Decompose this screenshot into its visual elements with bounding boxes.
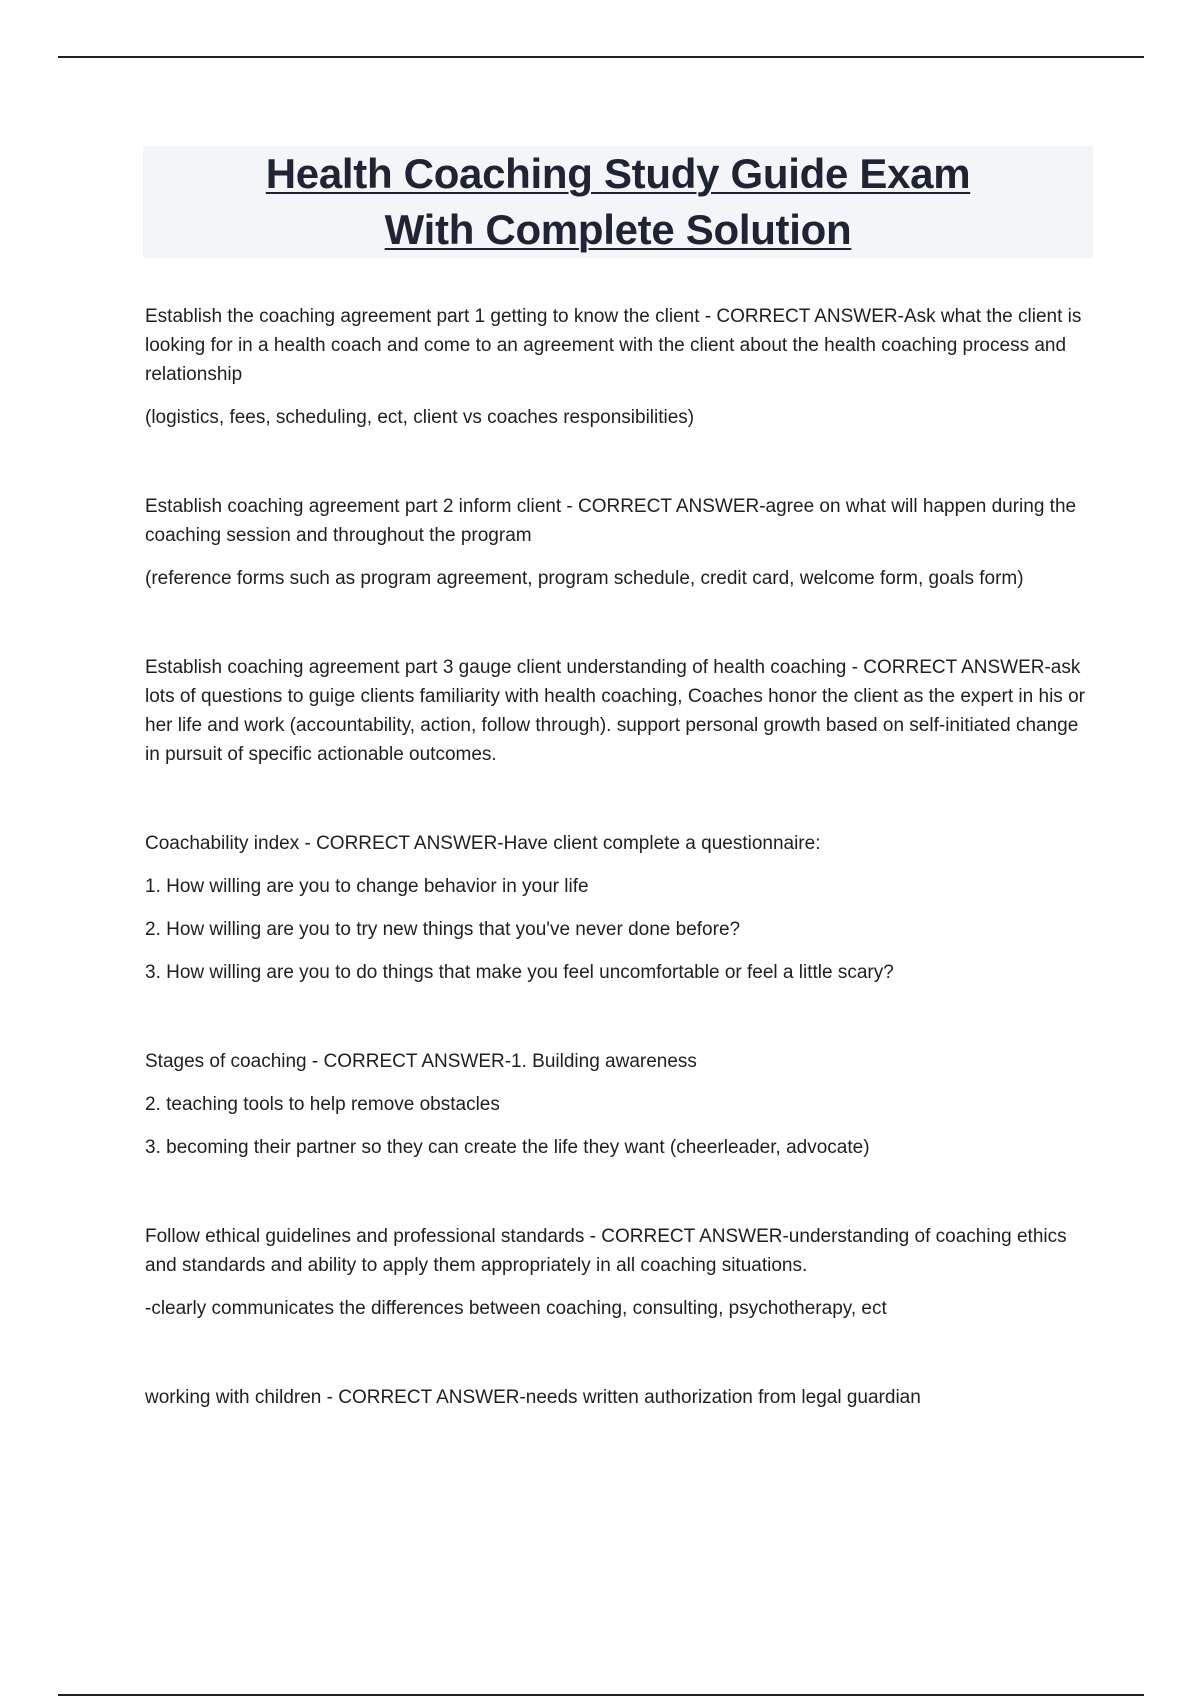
qa-paragraph: (reference forms such as program agreement, program schedule, credit card, welcome form, goals form)	[145, 568, 1024, 589]
qa-entry	[145, 302, 1095, 432]
qa-entry	[145, 1383, 1095, 1412]
qa-paragraph: 1. How willing are you to change behavior in your life	[145, 876, 589, 897]
qa-paragraph: 3. How willing are you to do things that make you feel uncomfortable or feel a little scary?	[145, 962, 894, 983]
title-line-1: Health Coaching Study Guide Exam	[265, 150, 971, 197]
document-title	[143, 146, 1093, 258]
qa-entry	[145, 653, 1095, 769]
qa-paragraph: (logistics, fees, scheduling, ect, client vs coaches responsibilities)	[145, 407, 695, 428]
qa-entry	[145, 492, 1095, 593]
qa-paragraph: -clearly communicates the differences between coaching, consulting, psychotherapy, ect	[145, 1298, 887, 1319]
qa-entry	[145, 1047, 1095, 1162]
qa-paragraph: Establish coaching agreement part 3 gauge client understanding of health coaching - CORRECT ANSWER-ask lots of questions to guige clients familiarity with health coaching, Coaches honor the client as the expert in his or her life and work (accountability, action, follow through). support personal growth based on self-initiated change in pursuit of specific actionable outcomes.	[145, 657, 1085, 765]
qa-paragraph: Establish coaching agreement part 2 inform client - CORRECT ANSWER-agree on what will happen during the coaching session and throughout the program	[145, 496, 1077, 546]
qa-paragraph: Stages of coaching - CORRECT ANSWER-1. Building awareness	[145, 1051, 697, 1072]
qa-paragraph: Follow ethical guidelines and professional standards - CORRECT ANSWER-understanding of coaching ethics and standards and ability to apply them appropriately in all coaching situations.	[145, 1226, 1067, 1276]
qa-paragraph: working with children - CORRECT ANSWER-needs written authorization from legal guardian	[145, 1387, 921, 1408]
title-line-2: With Complete Solution	[384, 206, 852, 253]
qa-paragraph: Coachability index - CORRECT ANSWER-Have client complete a questionnaire:	[145, 833, 821, 854]
footer-rule	[58, 1694, 1144, 1696]
qa-paragraph: Establish the coaching agreement part 1 getting to know the client - CORRECT ANSWER-Ask what the client is looking for in a health coach and come to an agreement with the client about the health coaching process and relationship	[145, 306, 1082, 385]
qa-entry	[145, 1222, 1095, 1323]
qa-paragraph: 2. teaching tools to help remove obstacles	[145, 1094, 500, 1115]
qa-paragraph: 2. How willing are you to try new things that you've never done before?	[145, 919, 741, 940]
qa-paragraph: 3. becoming their partner so they can create the life they want (cheerleader, advocate)	[145, 1137, 870, 1158]
header-rule	[58, 56, 1144, 58]
qa-list	[145, 302, 1095, 1426]
qa-entry	[145, 829, 1095, 987]
